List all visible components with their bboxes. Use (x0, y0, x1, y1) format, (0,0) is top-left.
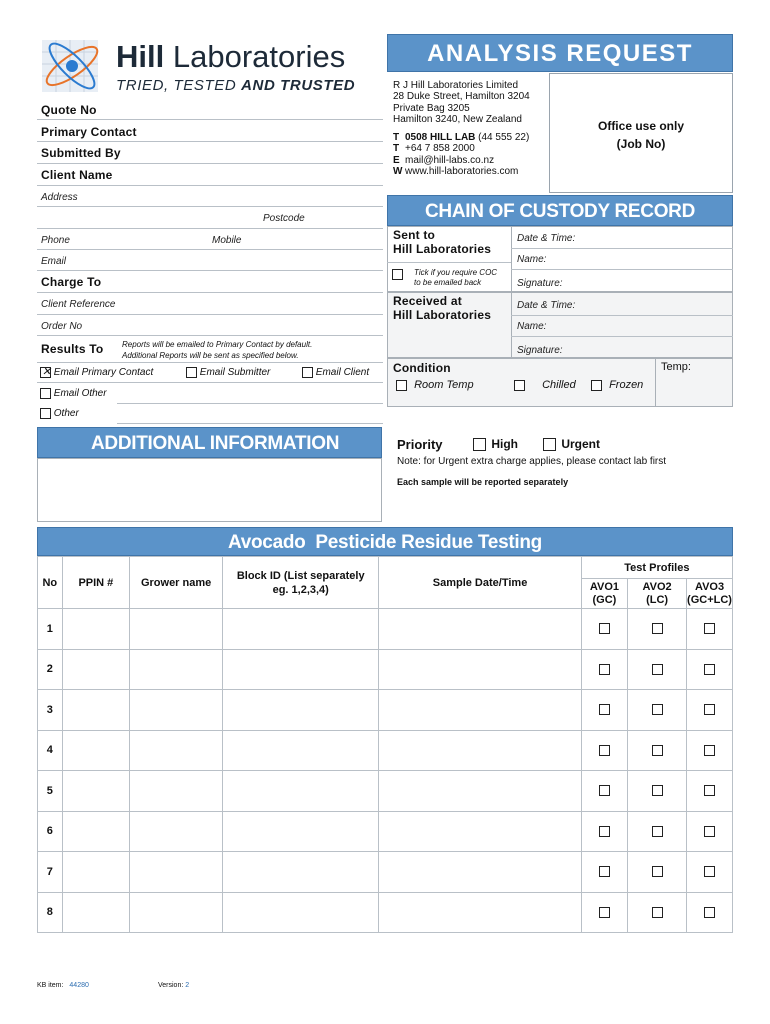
sample-number: 2 (38, 649, 63, 690)
date-cell[interactable] (379, 609, 581, 650)
contact-key: T (393, 143, 400, 155)
company-contact-line (393, 132, 530, 143)
avo3-checkbox[interactable] (704, 785, 715, 796)
block-cell[interactable] (223, 690, 379, 731)
test-profiles-header: Test Profiles (581, 557, 732, 579)
grower-cell[interactable] (130, 811, 223, 852)
avo2-checkbox[interactable] (652, 826, 663, 837)
sample-row (38, 892, 733, 933)
company-address-line: 28 Duke Street, Hamilton 3204 (393, 91, 530, 103)
avo2-checkbox[interactable] (652, 866, 663, 877)
avo3-cell (687, 771, 733, 812)
avo3-cell (687, 892, 733, 933)
chilled-checkbox[interactable] (514, 380, 525, 391)
kb-label: KB item: (37, 982, 64, 989)
avo3-checkbox[interactable] (704, 826, 715, 837)
high-option[interactable] (473, 437, 518, 451)
samples-table (37, 556, 733, 933)
testing-title: Avocado Pesticide Residue Testing (228, 532, 542, 553)
company-address-line: Hamilton 3240, New Zealand (393, 113, 522, 125)
room-temp-option[interactable] (396, 379, 474, 391)
avo3-checkbox[interactable] (704, 866, 715, 877)
coc-email-note-2: to be emailed back (414, 278, 482, 287)
order-no-label: Order No (41, 321, 83, 332)
priority-label: Priority (397, 437, 443, 452)
avo2-cell (628, 811, 687, 852)
other-option[interactable] (40, 408, 79, 419)
contact-key: W (393, 166, 403, 178)
sent-to-label: Sent to (393, 228, 436, 242)
logo-mark-icon (38, 34, 110, 98)
coc-title: CHAIN OF CUSTODY RECORD (424, 201, 696, 222)
job-no-label: (Job No) (616, 137, 666, 151)
sample-row (38, 852, 733, 893)
avo1-cell (581, 852, 627, 893)
avo1-cell (581, 730, 627, 771)
logo (38, 34, 383, 98)
each-sample-note: Each sample will be reported separately (397, 477, 569, 487)
date-cell[interactable] (379, 811, 581, 852)
avo1-checkbox[interactable] (599, 664, 610, 675)
avo3-cell (687, 690, 733, 731)
room-temp-label: Room Temp (414, 379, 474, 391)
results-note-1: Reports will be emailed to Primary Contact by default. (122, 340, 313, 349)
sample-number: 1 (38, 609, 63, 650)
frozen-checkbox[interactable] (591, 380, 602, 391)
analysis-request-header (387, 34, 733, 72)
col-block-header: Block ID (List separately eg. 1,2,3,4) (223, 557, 379, 609)
avo1-cell (581, 609, 627, 650)
date-cell[interactable] (379, 649, 581, 690)
received-signature-label: Signature: (517, 345, 563, 356)
sample-row (38, 690, 733, 731)
email-other-checkbox[interactable] (40, 388, 51, 399)
additional-info-header (37, 427, 382, 458)
block-cell[interactable] (223, 609, 379, 650)
col-grower-header: Grower name (130, 557, 223, 609)
results-to-label: Results To (41, 342, 104, 356)
avo3-header: AVO3 (GC+LC) (687, 579, 733, 609)
urgent-label: Urgent (561, 437, 601, 451)
avo1-cell (581, 690, 627, 731)
office-use-label: Office use only (597, 119, 685, 133)
avo3-cell (687, 852, 733, 893)
date-cell[interactable] (379, 771, 581, 812)
primary-contact-label: Primary Contact (41, 125, 137, 139)
avo2-checkbox[interactable] (652, 664, 663, 675)
email-other-label: Email Other (53, 388, 107, 400)
avo1-checkbox[interactable] (599, 826, 610, 837)
block-cell[interactable] (223, 892, 379, 933)
urgent-checkbox[interactable] (543, 438, 556, 451)
quote-no-label: Quote No (41, 103, 97, 117)
avo1-cell (581, 811, 627, 852)
ppin-cell[interactable] (62, 649, 129, 690)
mobile-label: Mobile (212, 235, 242, 246)
email-primary-option[interactable] (40, 367, 153, 378)
sample-number: 3 (38, 690, 63, 731)
office-use-box (549, 73, 733, 193)
avo3-checkbox[interactable] (704, 745, 715, 756)
frozen-option[interactable] (591, 379, 643, 391)
avo1-checkbox[interactable] (599, 704, 610, 715)
avo2-cell (628, 609, 687, 650)
high-checkbox[interactable] (473, 438, 486, 451)
urgent-option[interactable] (543, 437, 600, 451)
ppin-cell[interactable] (62, 852, 129, 893)
col-ppin-header: PPIN # (62, 557, 129, 609)
avo1-header: AVO1 (GC) (581, 579, 627, 609)
grower-cell[interactable] (130, 730, 223, 771)
received-name-label: Name: (517, 321, 547, 332)
company-info (393, 80, 530, 177)
results-note-2: Additional Reports will be sent as specified below. (122, 351, 299, 360)
contact-key: T (393, 132, 400, 144)
email-other-option[interactable] (40, 388, 107, 399)
avo3-cell (687, 609, 733, 650)
avo2-header: AVO2 (LC) (628, 579, 687, 609)
avo3-cell (687, 730, 733, 771)
email-client-label: Email Client (315, 367, 370, 379)
temp-label: Temp: (661, 361, 691, 373)
sample-number: 5 (38, 771, 63, 812)
avo2-checkbox[interactable] (652, 785, 663, 796)
avo1-checkbox[interactable] (599, 785, 610, 796)
avo3-checkbox[interactable] (704, 704, 715, 715)
avo2-cell (628, 730, 687, 771)
contact-value: mail@hill-labs.co.nz (405, 154, 495, 166)
avo1-checkbox[interactable] (599, 907, 610, 918)
block-cell[interactable] (223, 811, 379, 852)
company-address-line: Private Bag 3205 (393, 102, 470, 114)
sample-number: 8 (38, 892, 63, 933)
condition-label: Condition (393, 361, 451, 375)
company-contact-line (393, 143, 530, 154)
email-client-checkbox[interactable] (302, 367, 313, 378)
avo3-checkbox[interactable] (704, 907, 715, 918)
additional-info-textarea[interactable] (37, 458, 382, 522)
sent-to-lab-label: Hill Laboratories (393, 242, 492, 256)
email-client-option[interactable] (302, 367, 369, 378)
frozen-label: Frozen (609, 379, 644, 391)
ppin-cell[interactable] (62, 892, 129, 933)
email-label: Email (41, 256, 67, 267)
avo2-cell (628, 852, 687, 893)
analysis-request-title: ANALYSIS REQUEST (427, 40, 693, 67)
sample-row (38, 771, 733, 812)
logo-name-regular: Laboratories (172, 39, 346, 74)
avo1-checkbox[interactable] (599, 623, 610, 634)
chilled-option[interactable] (514, 379, 576, 391)
sample-number: 6 (38, 811, 63, 852)
block-cell[interactable] (223, 730, 379, 771)
ppin-cell[interactable] (62, 771, 129, 812)
urgent-note: Note: for Urgent extra charge applies, please contact lab first (397, 456, 667, 467)
high-label: High (491, 437, 519, 451)
testing-header (37, 527, 733, 556)
avo3-cell (687, 649, 733, 690)
contact-key: E (393, 154, 400, 166)
sample-row (38, 649, 733, 690)
contact-value: +64 7 858 2000 (405, 143, 475, 155)
avo1-checkbox[interactable] (599, 745, 610, 756)
avo3-checkbox[interactable] (704, 664, 715, 675)
contact-value: (44 555 22) (475, 132, 530, 144)
chilled-label: Chilled (542, 379, 576, 391)
received-lab-label: Hill Laboratories (393, 308, 492, 322)
logo-tagline-regular: TRIED, TESTED (116, 77, 237, 94)
grower-cell[interactable] (130, 771, 223, 812)
email-submitter-label: Email Submitter (199, 367, 271, 379)
sent-date-time-label: Date & Time: (517, 233, 576, 244)
footer-kb (37, 982, 89, 989)
other-label: Other (53, 408, 79, 420)
kb-value: 44280 (69, 982, 89, 989)
avo3-cell (687, 811, 733, 852)
avo2-cell (628, 892, 687, 933)
date-cell[interactable] (379, 892, 581, 933)
grower-cell[interactable] (130, 609, 223, 650)
received-at-label: Received at (393, 294, 462, 308)
ppin-cell[interactable] (62, 730, 129, 771)
avo2-checkbox[interactable] (652, 704, 663, 715)
block-cell[interactable] (223, 649, 379, 690)
ppin-cell[interactable] (62, 811, 129, 852)
ppin-cell[interactable] (62, 690, 129, 731)
col-no-header: No (38, 557, 63, 609)
sample-number: 7 (38, 852, 63, 893)
charge-to-label: Charge To (41, 275, 102, 289)
grower-cell[interactable] (130, 690, 223, 731)
ppin-cell[interactable] (62, 609, 129, 650)
date-cell[interactable] (379, 852, 581, 893)
coc-email-checkbox[interactable] (392, 269, 403, 280)
grower-cell[interactable] (130, 892, 223, 933)
company-contact-line (393, 155, 530, 166)
submitted-by-label: Submitted By (41, 146, 121, 160)
block-cell[interactable] (223, 852, 379, 893)
avo2-cell (628, 690, 687, 731)
postcode-label: Postcode (263, 213, 305, 224)
col-date-header: Sample Date/Time (379, 557, 581, 609)
avo1-cell (581, 892, 627, 933)
phone-label: Phone (41, 235, 70, 246)
version-value: 2 (185, 982, 190, 989)
email-submitter-option[interactable] (186, 367, 270, 378)
coc-email-note-1: Tick if you require COC (414, 268, 498, 277)
avo2-cell (628, 649, 687, 690)
company-address-line: R J Hill Laboratories Limited (393, 80, 519, 91)
received-date-time-label: Date & Time: (517, 300, 576, 311)
address-label: Address (41, 192, 78, 203)
other-checkbox[interactable] (40, 408, 51, 419)
avo2-cell (628, 771, 687, 812)
additional-info-title: ADDITIONAL INFORMATION (91, 433, 340, 454)
contact-bold: 0508 HILL LAB (405, 132, 476, 144)
sent-signature-label: Signature: (517, 278, 563, 289)
block-cell[interactable] (223, 771, 379, 812)
sample-row (38, 811, 733, 852)
avo1-checkbox[interactable] (599, 866, 610, 877)
email-primary-checkbox[interactable] (40, 367, 51, 378)
grower-cell[interactable] (130, 852, 223, 893)
email-primary-label: Email Primary Contact (53, 367, 154, 379)
date-cell[interactable] (379, 730, 581, 771)
sent-name-label: Name: (517, 254, 547, 265)
sample-row (38, 609, 733, 650)
avo2-checkbox[interactable] (652, 745, 663, 756)
client-reference-label: Client Reference (41, 299, 116, 310)
company-contact-line (393, 166, 530, 177)
logo-tagline-bold: AND TRUSTED (241, 77, 356, 94)
avo2-checkbox[interactable] (652, 907, 663, 918)
avo2-checkbox[interactable] (652, 623, 663, 634)
grower-cell[interactable] (130, 649, 223, 690)
contact-value: www.hill-laboratories.com (405, 166, 519, 178)
avo1-cell (581, 771, 627, 812)
sample-number: 4 (38, 730, 63, 771)
sample-row (38, 730, 733, 771)
logo-name-bold: Hill (116, 39, 165, 74)
client-name-label: Client Name (41, 168, 113, 182)
version-label: Version: (158, 982, 184, 989)
avo3-checkbox[interactable] (704, 623, 715, 634)
room-temp-checkbox[interactable] (396, 380, 407, 391)
date-cell[interactable] (379, 690, 581, 731)
email-submitter-checkbox[interactable] (186, 367, 197, 378)
coc-header (387, 195, 733, 226)
avo1-cell (581, 649, 627, 690)
footer-version (158, 982, 189, 989)
